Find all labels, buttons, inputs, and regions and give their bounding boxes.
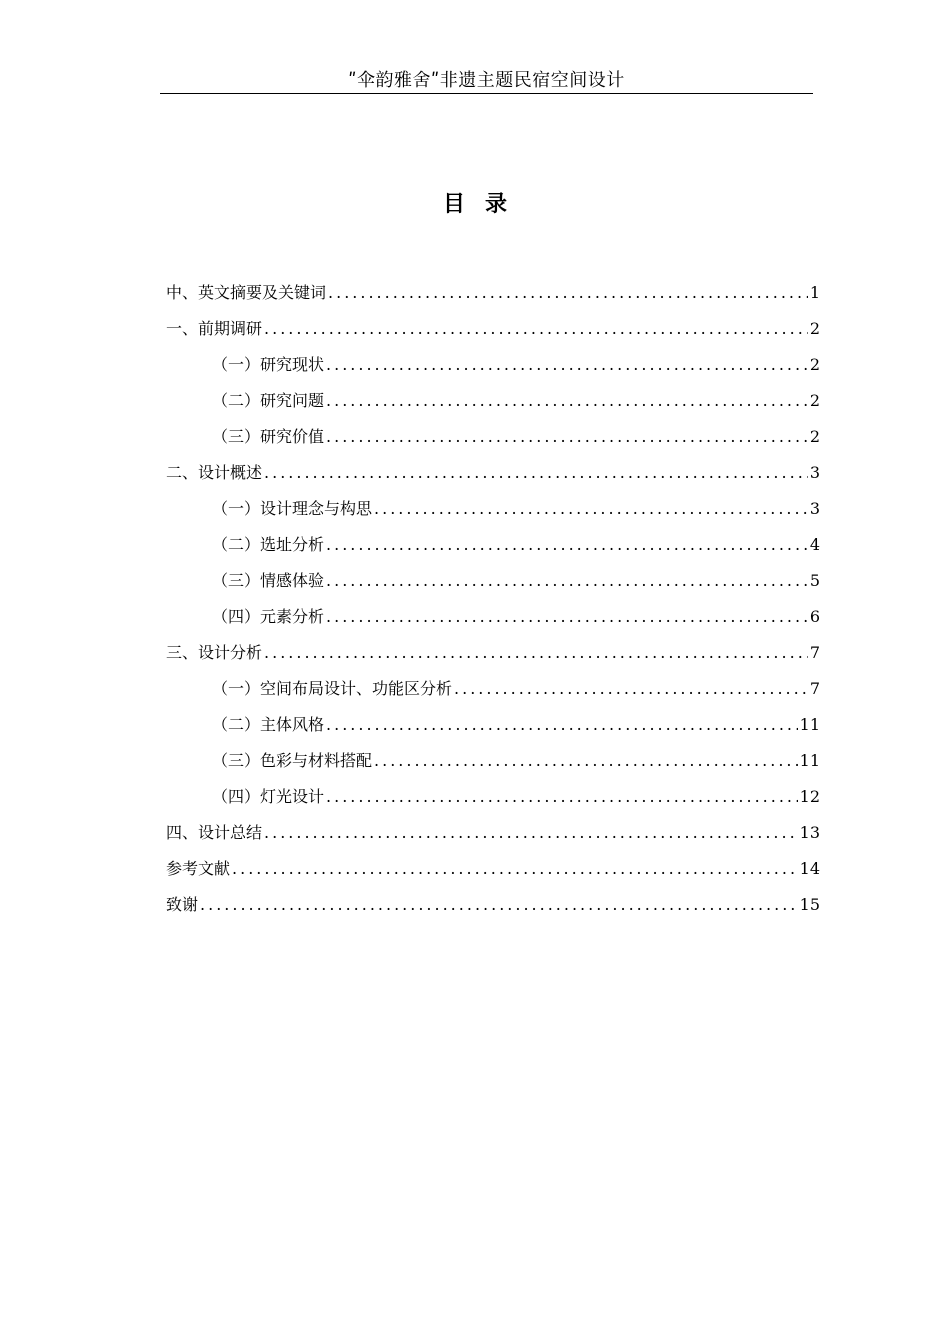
toc-entry-page: 12 (799, 787, 820, 806)
toc-entry-page: 2 (809, 427, 820, 446)
toc-dot-leader (326, 707, 798, 743)
toc-entry-label: 参考文献 (166, 859, 231, 878)
toc-dot-leader (326, 383, 808, 419)
toc-entry[interactable] (166, 815, 820, 851)
toc-entry-page: 3 (809, 463, 820, 482)
toc-entry[interactable] (166, 635, 820, 671)
toc-dot-leader (374, 491, 808, 527)
toc-entry[interactable] (166, 383, 820, 419)
toc-entry-label: （三）色彩与材料搭配 (212, 751, 373, 770)
toc-entry-label: 一、前期调研 (166, 319, 263, 338)
toc-dot-leader (454, 671, 808, 707)
toc-dot-leader (374, 743, 798, 779)
toc-entry-label: 三、设计分析 (166, 643, 263, 662)
toc-dot-leader (264, 635, 808, 671)
toc-entry[interactable] (166, 851, 820, 887)
toc-entry-page: 2 (809, 391, 820, 410)
toc-entry-label: （二）选址分析 (212, 535, 325, 554)
toc-entry[interactable] (166, 311, 820, 347)
toc-dot-leader (232, 851, 798, 887)
toc-dot-leader (264, 815, 798, 851)
toc-dot-leader (326, 347, 808, 383)
toc-entry-label: （一）设计理念与构思 (212, 499, 373, 518)
toc-entry-label: 四、设计总结 (166, 823, 263, 842)
toc-entry-label: （一）空间布局设计、功能区分析 (212, 679, 453, 698)
toc-entry-page: 3 (809, 499, 820, 518)
toc-entry[interactable] (166, 671, 820, 707)
toc-entry[interactable] (166, 491, 820, 527)
toc-entry-page: 11 (799, 751, 820, 770)
toc-entry-page: 5 (809, 571, 820, 590)
toc-entry[interactable] (166, 347, 820, 383)
toc-dot-leader (264, 311, 808, 347)
toc-entry-page: 2 (809, 319, 820, 338)
toc-entry-label: （四）元素分析 (212, 607, 325, 626)
toc-entry-page: 11 (799, 715, 820, 734)
toc-entry-page: 7 (809, 643, 820, 662)
header-rule (160, 93, 813, 94)
toc-entry-label: （二）研究问题 (212, 391, 325, 410)
toc-entry-label: 中、英文摘要及关键词 (166, 283, 327, 302)
toc-entry-page: 1 (809, 283, 820, 302)
toc-entry[interactable] (166, 419, 820, 455)
toc-dot-leader (328, 275, 808, 311)
toc-entry-page: 7 (809, 679, 820, 698)
toc-dot-leader (326, 779, 798, 815)
toc-entry-label: （三）情感体验 (212, 571, 325, 590)
toc-dot-leader (200, 887, 798, 923)
toc-entry[interactable] (166, 563, 820, 599)
toc-entry[interactable] (166, 275, 820, 311)
toc-entry-page: 6 (809, 607, 820, 626)
toc-entry-page: 2 (809, 355, 820, 374)
toc-entry[interactable] (166, 599, 820, 635)
toc-entry-page: 14 (799, 859, 820, 878)
toc-title: 目录 (442, 192, 527, 217)
toc-entry-label: （三）研究价值 (212, 427, 325, 446)
toc-list (166, 275, 820, 923)
toc-entry-page: 15 (799, 895, 820, 914)
toc-entry-page: 13 (799, 823, 820, 842)
toc-entry[interactable] (166, 743, 820, 779)
toc-dot-leader (326, 527, 808, 563)
toc-entry[interactable] (166, 455, 820, 491)
toc-entry-label: （四）灯光设计 (212, 787, 325, 806)
toc-entry[interactable] (166, 779, 820, 815)
toc-entry-page: 4 (809, 535, 820, 554)
toc-dot-leader (326, 599, 808, 635)
toc-entry[interactable] (166, 707, 820, 743)
running-header: ʺ伞韵雅舍ʺ非遗主题民宿空间设计 (348, 70, 625, 91)
toc-entry[interactable] (166, 527, 820, 563)
toc-entry[interactable] (166, 887, 820, 923)
toc-dot-leader (264, 455, 808, 491)
toc-dot-leader (326, 563, 808, 599)
toc-entry-label: 二、设计概述 (166, 463, 263, 482)
toc-dot-leader (326, 419, 808, 455)
toc-entry-label: （一）研究现状 (212, 355, 325, 374)
toc-entry-label: 致谢 (166, 895, 199, 914)
toc-entry-label: （二）主体风格 (212, 715, 325, 734)
